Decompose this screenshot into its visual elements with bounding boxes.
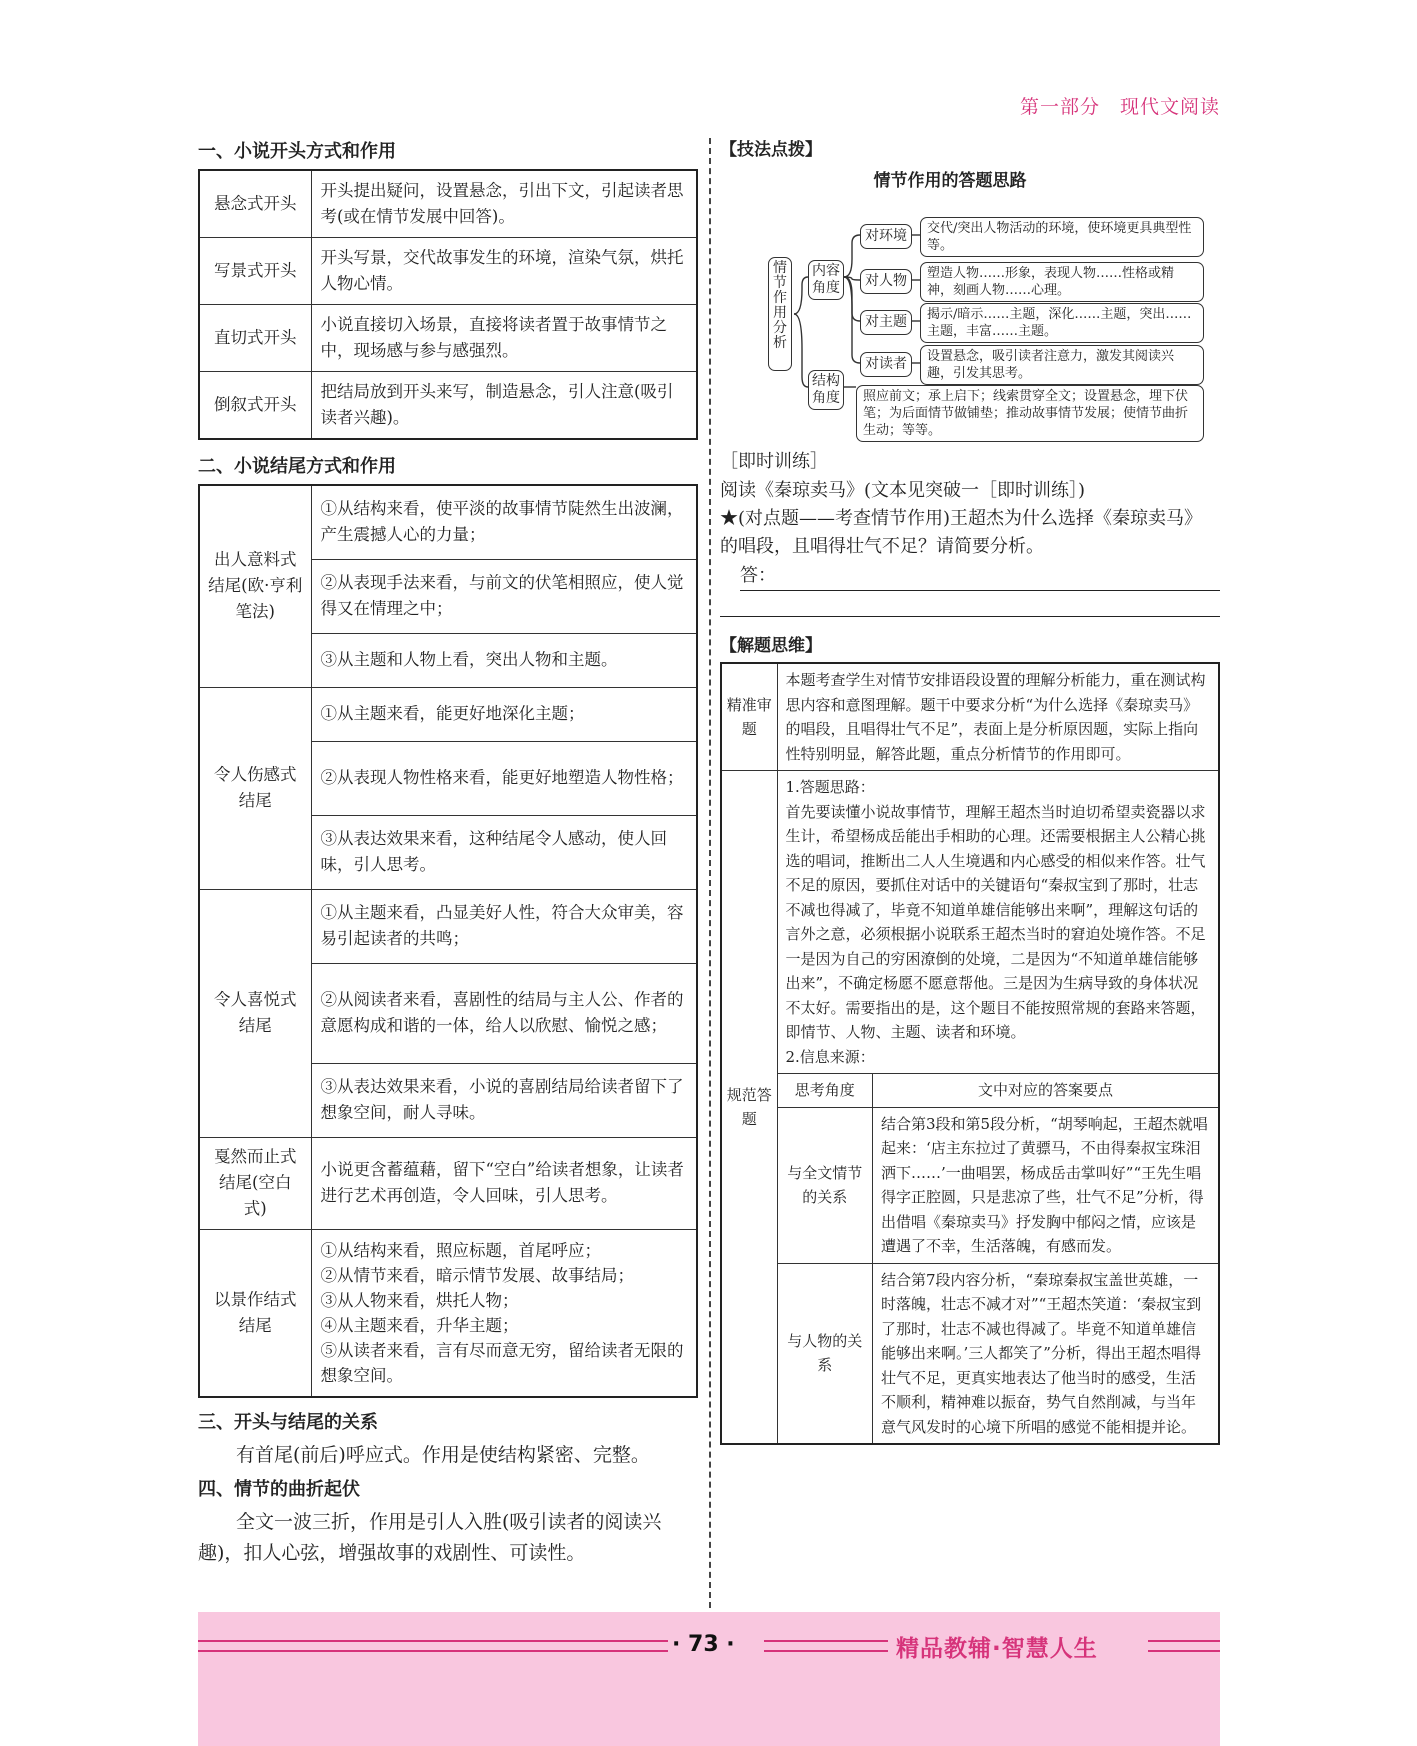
table-row (199, 1137, 697, 1229)
list-item: ④从主题来看，升华主题； (320, 1315, 519, 1335)
row-label: 与全文情节的关系 (778, 1107, 873, 1263)
row-text: 结合第3段和第5段分析，“胡琴响起，王超杰就唱起来：‘店主东拉过了黄骠马，不由得秦叔宝珠泪洒下……’一曲唱罢，杨成岳击掌叫好”“王先生唱得字正腔圆，只是悲凉了些，壮气不足”分析，得出借唱《秦琼卖马》抒发胸中郁闷之情，应该是遭遇了不幸，生活落魄，有感而发。 (873, 1107, 1219, 1263)
table-row (199, 372, 697, 440)
answer-line-blank (720, 591, 1220, 617)
list-item: ①从结构来看，照应标题，首尾呼应； (320, 1240, 601, 1260)
training-question: ★(对点题——考查情节作用)王超杰为什么选择《秦琼卖马》的唱段，且唱得壮气不足？请简要分析。 (720, 508, 1203, 557)
relation-paragraph: 有首尾(前后)呼应式。作用是使结构紧密、完整。 (236, 1444, 650, 1466)
row-label: 令人伤感式结尾 (199, 687, 311, 889)
mindmap-sub-node: 对环境 (860, 224, 912, 249)
mindmap-sub-node: 对读者 (860, 352, 912, 377)
section-title-plot: 四、情节的曲折起伏 (198, 1479, 360, 1500)
mindmap-leaf-node: 交代/突出人物活动的环境，使环境更具典型性等。 (920, 217, 1204, 257)
list-item: ⑤从读者来看，言有尽而意无穷，留给读者无限的想象空间。 (320, 1340, 684, 1385)
row-label: 直切式开头 (199, 305, 311, 372)
column-header: 文中对应的答案要点 (873, 1074, 1219, 1108)
footer-slogan: 精品教辅·智慧人生 (896, 1636, 1098, 1662)
row-text: 结合第7段内容分析，“秦琼秦叔宝盖世英雄，一时落魄，壮志不减才对”“王超杰笑道：‘秦叔宝到了那时，壮志不减也得减了。毕竟不知道单雄信能够出来啊。’三人都笑了”分析，得出王超杰唱得壮气不足，更真实地表达了他当时的感受，生活不顺利，精神难以振奋，势气自然削减，与当年意气风发时的心境下所唱的感觉不能相提并论。 (873, 1263, 1219, 1443)
mindmap-sub-node: 对主题 (860, 310, 912, 335)
section-header-tag: 第一部分 现代文阅读 (1019, 96, 1220, 118)
row-text: 开头提出疑问，设置悬念，引出下文，引起读者思考(或在情节发展中回答)。 (311, 170, 697, 238)
row-text: ③从主题和人物上看，突出人物和主题。 (311, 633, 697, 687)
answer-step1 (778, 771, 1219, 1073)
openings-table (198, 169, 698, 440)
endings-table (198, 484, 698, 1398)
row-label: 倒叙式开头 (199, 372, 311, 440)
section-title-endings: 二、小说结尾方式和作用 (198, 456, 396, 477)
row-text: ①从结构来看，使平淡的故事情节陡然生出波澜，产生震撼人心的力量； (311, 485, 697, 559)
row-text: ②从表现手法来看，与前文的伏笔相照应，使人觉得又在情理之中； (311, 559, 697, 633)
solution-table (720, 662, 1220, 1445)
row-text (311, 1229, 697, 1397)
mindmap-root-node: 情节作用分析 (768, 257, 792, 371)
table-row (778, 1263, 1219, 1443)
row-text: ②从表现人物性格来看，能更好地塑造人物性格； (311, 741, 697, 815)
table-row (778, 1107, 1219, 1263)
row-text: ③从表达效果来看，这种结尾令人感动，使人回味，引人思考。 (311, 815, 697, 889)
left-column (198, 135, 698, 1569)
row-label: 以景作结式结尾 (199, 1229, 311, 1397)
source-table (778, 1073, 1219, 1443)
section-title-openings: 一、小说开头方式和作用 (198, 141, 396, 162)
row-text: 小说更含蓄蕴藉，留下“空白”给读者想象，让读者进行艺术再创造，令人回味，引人思考。 (311, 1137, 697, 1229)
table-row (199, 1229, 697, 1397)
table-row (721, 663, 1219, 771)
row-label: 精准审题 (721, 663, 777, 771)
footer-rule (198, 1640, 668, 1652)
page-number: · 73 · (672, 1632, 735, 1657)
mindmap-leaf-node: 照应前文；承上启下；线索贯穿全文；设置悬念，埋下伏笔；为后面情节做铺垫；推动故事情节发展；使情节曲折生动；等等。 (856, 385, 1204, 442)
table-row (199, 889, 697, 963)
tips-title: 【技法点拨】 (720, 140, 822, 160)
mindmap-sub-node: 对人物 (860, 269, 912, 294)
row-label: 规范答题 (721, 771, 777, 1445)
mindmap-title: 情节作用的答题思路 (873, 171, 1027, 191)
row-text: 开头写景，交代故事发生的环境，渲染气氛，烘托人物心情。 (311, 238, 697, 305)
row-text: ③从表达效果来看，小说的喜剧结局给读者留下了想象空间，耐人寻味。 (311, 1063, 697, 1137)
plot-paragraph: 全文一波三折，作用是引人入胜(吸引读者的阅读兴趣)，扣人心弦，增强故事的戏剧性、可读性。 (198, 1511, 662, 1564)
mindmap-leaf-node: 揭示/暗示……主题，深化……主题，突出……主题，丰富……主题。 (920, 303, 1204, 343)
table-row (199, 485, 697, 559)
list-item: ②从情节来看，暗示情节发展、故事结局； (320, 1265, 634, 1285)
row-label: 写景式开头 (199, 238, 311, 305)
training-title: ［即时训练］ (720, 451, 828, 472)
mindmap-leaf-node: 设置悬念，吸引读者注意力，激发其阅读兴趣，引发其思考。 (920, 345, 1204, 385)
footer-rule (764, 1640, 888, 1652)
answer-cell (777, 771, 1219, 1445)
row-label: 戛然而止式结尾(空白式) (199, 1137, 311, 1229)
row-text: 本题考查学生对情节安排语段设置的理解分析能力，重在测试构思内容和意图理解。题干中要求分析“为什么选择《秦琼卖马》的唱段，且唱得壮气不足”，表面上是分析原因题，实际上指向性特别明显，解答此题，重点分析情节的作用即可。 (777, 663, 1219, 771)
table-row (199, 305, 697, 372)
row-label: 令人喜悦式结尾 (199, 889, 311, 1137)
think-title: 【解题思维】 (720, 636, 822, 656)
section-title-relation: 三、开头与结尾的关系 (198, 1412, 378, 1433)
list-item: ③从人物来看，烘托人物； (320, 1290, 519, 1310)
step-text: 首先要读懂小说故事情节，理解王超杰当时迫切希望卖瓷器以求生计，希望杨成岳能出手相助的心理。还需要根据主人公精心挑选的唱词，推断出二人人生境遇和内心感受的相似来作答。壮气不足的原因，要抓住对话中的关键语句“秦叔宝到了那时，壮志不减也得减了，毕竟不知道单雄信能够出来啊”，理解这句话的言外之意，必须根据小说联系王超杰当时的窘迫处境作答。不足一是因为自己的穷困潦倒的处境，二是因为“不知道单雄信能够出来”，不确定杨愿不愿意帮他。三是因为生病导致的身体状况不太好。需要指出的是，这个题目不能按照常规的套路来答题，即情节、人物、主题、读者和环境。 (785, 802, 1206, 1041)
row-text: 把结局放到开头来写，制造悬念，引人注意(吸引读者兴趣)。 (311, 372, 697, 440)
table-row (199, 238, 697, 305)
table-row (199, 170, 697, 238)
row-text: ①从主题来看，凸显美好人性，符合大众审美，容易引起读者的共鸣； (311, 889, 697, 963)
table-row (721, 771, 1219, 1445)
mindmap-content-angle-node: 内容角度 (808, 260, 844, 300)
footer-rule (1148, 1640, 1220, 1652)
row-text: ①从主题来看，能更好地深化主题； (311, 687, 697, 741)
right-column (720, 135, 1220, 1445)
row-label: 出人意料式结尾(欧·亨利笔法) (199, 485, 311, 687)
step-title: 2.信息来源： (785, 1047, 875, 1066)
mindmap (720, 199, 1220, 439)
training-source: 阅读《秦琼卖马》(文本见突破一［即时训练］) (720, 480, 1086, 501)
mindmap-leaf-node: 塑造人物……形象，表现人物……性格或精神，刻画人物……心理。 (920, 262, 1204, 302)
row-text: ②从阅读者来看，喜剧性的结局与主人公、作者的意愿构成和谐的一体，给人以欣慰、愉悦之感； (311, 963, 697, 1063)
mindmap-structure-angle-node: 结构角度 (808, 370, 844, 410)
step-title: 1.答题思路： (785, 778, 875, 796)
row-label: 与人物的关系 (778, 1263, 873, 1443)
row-text: 小说直接切入场景，直接将读者置于故事情节之中，现场感与参与感强烈。 (311, 305, 697, 372)
row-label: 悬念式开头 (199, 170, 311, 238)
column-header: 思考角度 (778, 1074, 873, 1108)
answer-line: 答： (740, 561, 1220, 591)
table-row (778, 1074, 1219, 1108)
table-row (199, 687, 697, 741)
column-divider (709, 138, 711, 1608)
